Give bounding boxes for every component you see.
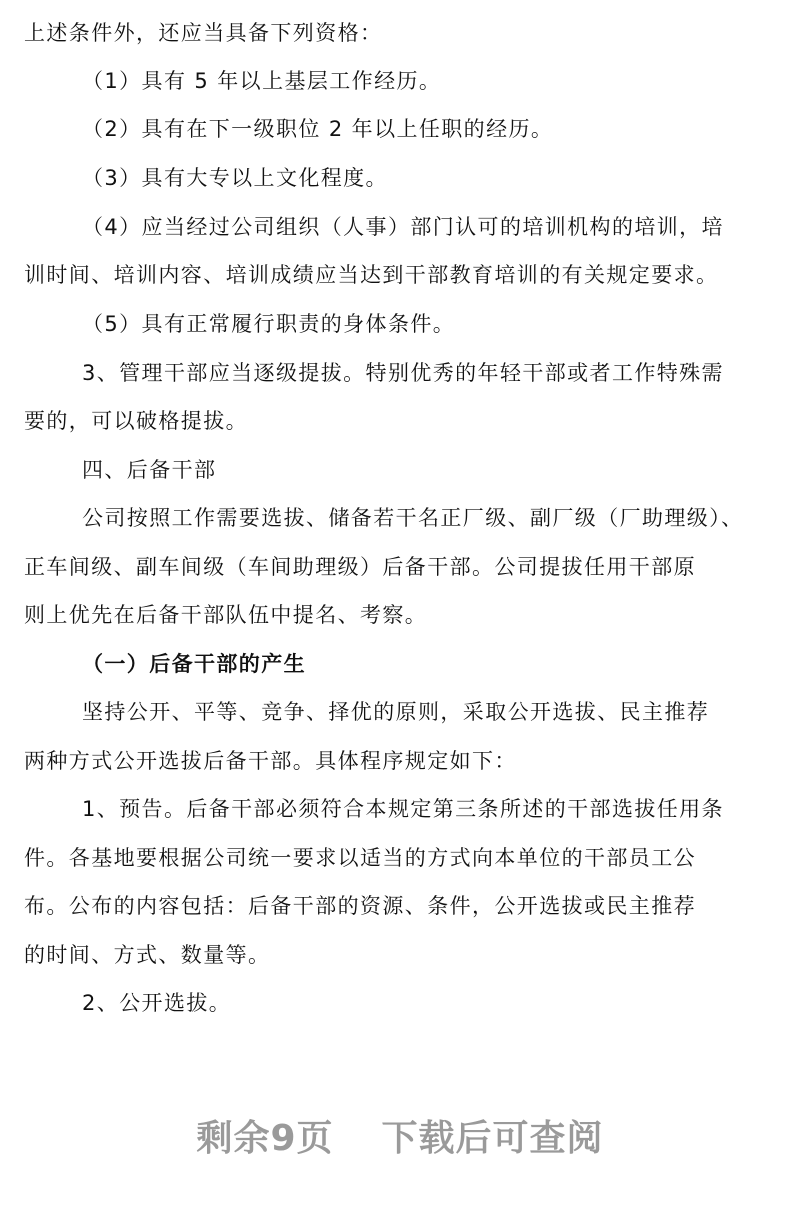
text-line: 两种方式公开选拔后备干部。具体程序规定如下：	[24, 749, 517, 773]
subsection-heading: （一）后备干部的产生	[82, 652, 306, 676]
text-line: 公司按照工作需要选拔、储备若干名正厂级、副厂级（厂助理级）、	[82, 506, 744, 530]
text-line: （5）具有正常履行职责的身体条件。	[82, 312, 456, 336]
text-line: 要的，可以破格提拔。	[24, 409, 248, 433]
text-line: （3）具有大专以上文化程度。	[82, 166, 388, 190]
text-line: （4）应当经过公司组织（人事）部门认可的培训机构的培训，培	[82, 215, 724, 239]
text-line: 的时间、方式、数量等。	[24, 943, 271, 967]
text-line: 1、预告。后备干部必须符合本规定第三条所述的干部选拔任用条	[82, 797, 724, 821]
text-line: 正车间级、副车间级（车间助理级）后备干部。公司提拔任用干部原	[24, 555, 696, 579]
text-line: 件。各基地要根据公司统一要求以适当的方式向本单位的干部员工公	[24, 846, 696, 870]
text-line: （1）具有 5 年以上基层工作经历。	[82, 69, 442, 93]
text-line: 上述条件外，还应当具备下列资格：	[24, 21, 383, 45]
download-hint-label: 下载后可查阅	[381, 1118, 604, 1159]
text-line: （2）具有在下一级职位 2 年以上任职的经历。	[82, 117, 554, 141]
text-line: 2、公开选拔。	[82, 991, 232, 1015]
text-line: 训时间、培训内容、培训成绩应当达到干部教育培训的有关规定要求。	[24, 263, 719, 287]
text-line: 布。公布的内容包括：后备干部的资源、条件，公开选拔或民主推荐	[24, 894, 696, 918]
text-line: 3、管理干部应当逐级提拔。特别优秀的年轻干部或者工作特殊需	[82, 361, 724, 385]
text-line: 坚持公开、平等、竞争、择优的原则，采取公开选拔、民主推荐	[82, 700, 710, 724]
download-prompt[interactable]	[0, 1110, 800, 1161]
remaining-pages-label: 剩余9页	[196, 1118, 334, 1159]
text-line: 则上优先在后备干部队伍中提名、考察。	[24, 603, 428, 627]
section-heading: 四、后备干部	[82, 458, 217, 482]
